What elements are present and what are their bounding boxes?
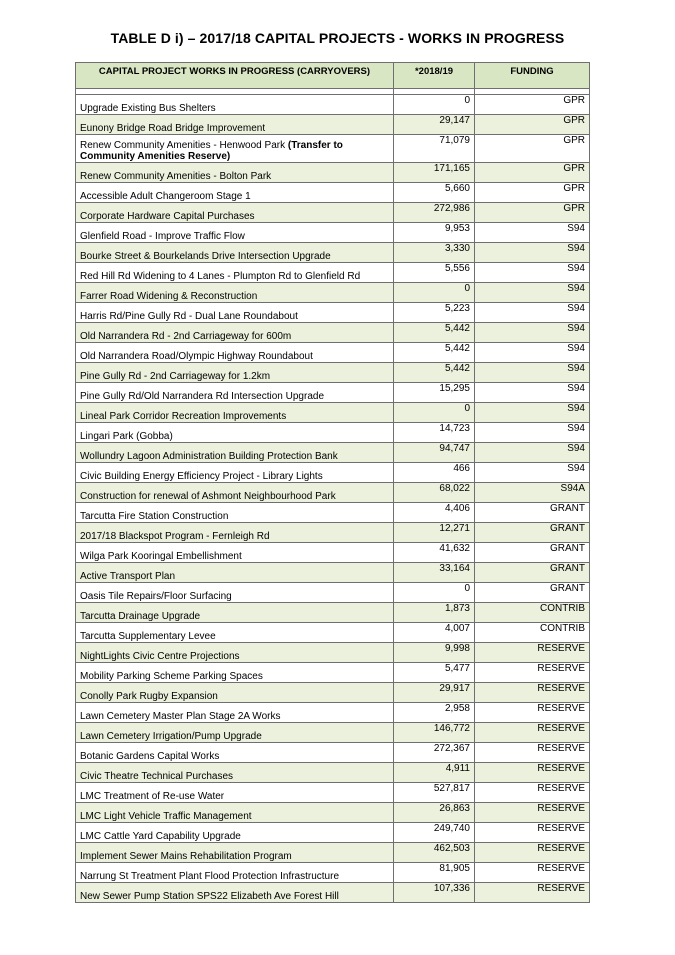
project-name-cell xyxy=(76,603,394,623)
project-name: NightLights Civic Centre Projections xyxy=(80,651,240,662)
amount-cell: 249,740 xyxy=(394,823,475,843)
amount-cell: 5,442 xyxy=(394,363,475,383)
capital-projects-table xyxy=(75,62,590,903)
amount-cell: 272,986 xyxy=(394,203,475,223)
table-row xyxy=(76,423,590,443)
amount-cell: 14,723 xyxy=(394,423,475,443)
table-row xyxy=(76,135,590,163)
amount-cell: 29,917 xyxy=(394,683,475,703)
header-funding: FUNDING xyxy=(475,63,590,89)
project-name: Lawn Cemetery Irrigation/Pump Upgrade xyxy=(80,731,262,742)
funding-cell: RESERVE xyxy=(475,883,590,903)
project-name-note: (Transfer to Community Amenities Reserve) xyxy=(80,140,343,162)
funding-cell: GPR xyxy=(475,115,590,135)
amount-cell: 0 xyxy=(394,583,475,603)
funding-cell: GPR xyxy=(475,95,590,115)
project-name-cell xyxy=(76,823,394,843)
amount-cell: 0 xyxy=(394,283,475,303)
amount-cell: 146,772 xyxy=(394,723,475,743)
funding-cell: S94A xyxy=(475,483,590,503)
table-row xyxy=(76,95,590,115)
table-row xyxy=(76,643,590,663)
project-name: Tarcutta Drainage Upgrade xyxy=(80,611,201,622)
amount-cell: 9,953 xyxy=(394,223,475,243)
project-name-cell xyxy=(76,563,394,583)
amount-cell: 33,164 xyxy=(394,563,475,583)
project-name: Old Narrandera Road/Olympic Highway Roundabout xyxy=(80,351,313,362)
funding-cell: RESERVE xyxy=(475,823,590,843)
funding-cell: GPR xyxy=(475,183,590,203)
table-row xyxy=(76,163,590,183)
amount-cell: 462,503 xyxy=(394,843,475,863)
amount-cell: 5,477 xyxy=(394,663,475,683)
project-name: Construction for renewal of Ashmont Neighbourhood Park xyxy=(80,491,336,502)
project-name: LMC Cattle Yard Capability Upgrade xyxy=(80,831,241,842)
project-name: 2017/18 Blackspot Program - Fernleigh Rd xyxy=(80,531,270,542)
table-row xyxy=(76,763,590,783)
project-name: Lineal Park Corridor Recreation Improvements xyxy=(80,411,287,422)
project-name: Renew Community Amenities - Henwood Park xyxy=(80,140,288,151)
table-row xyxy=(76,443,590,463)
amount-cell: 5,442 xyxy=(394,343,475,363)
table-row xyxy=(76,783,590,803)
amount-cell: 4,911 xyxy=(394,763,475,783)
amount-cell: 4,007 xyxy=(394,623,475,643)
funding-cell: S94 xyxy=(475,323,590,343)
funding-cell: S94 xyxy=(475,403,590,423)
amount-cell: 94,747 xyxy=(394,443,475,463)
amount-cell: 5,223 xyxy=(394,303,475,323)
project-name-cell xyxy=(76,423,394,443)
funding-cell: S94 xyxy=(475,383,590,403)
project-name: Farrer Road Widening & Reconstruction xyxy=(80,291,258,302)
project-name: Eunony Bridge Road Bridge Improvement xyxy=(80,123,266,134)
project-name: Pine Gully Rd/Old Narrandera Rd Intersection Upgrade xyxy=(80,391,325,402)
funding-cell: S94 xyxy=(475,343,590,363)
amount-cell: 41,632 xyxy=(394,543,475,563)
funding-cell: RESERVE xyxy=(475,743,590,763)
project-name: Tarcutta Fire Station Construction xyxy=(80,511,229,522)
project-name-cell xyxy=(76,323,394,343)
table-row xyxy=(76,243,590,263)
project-name: Glenfield Road - Improve Traffic Flow xyxy=(80,231,245,242)
table-row xyxy=(76,503,590,523)
table-row xyxy=(76,543,590,563)
project-name-cell xyxy=(76,183,394,203)
amount-cell: 2,958 xyxy=(394,703,475,723)
project-name: LMC Light Vehicle Traffic Management xyxy=(80,811,252,822)
project-name-cell xyxy=(76,383,394,403)
project-name: Renew Community Amenities - Bolton Park xyxy=(80,171,272,182)
table-row xyxy=(76,363,590,383)
project-name: LMC Treatment of Re-use Water xyxy=(80,791,225,802)
project-name-cell xyxy=(76,163,394,183)
funding-cell: S94 xyxy=(475,363,590,383)
project-name: Active Transport Plan xyxy=(80,571,176,582)
project-name: Old Narrandera Rd - 2nd Carriageway for 600m xyxy=(80,331,292,342)
project-name-cell xyxy=(76,783,394,803)
funding-cell: RESERVE xyxy=(475,803,590,823)
project-name-cell xyxy=(76,443,394,463)
table-row xyxy=(76,483,590,503)
project-name-cell xyxy=(76,223,394,243)
funding-cell: GPR xyxy=(475,163,590,183)
project-name-cell xyxy=(76,683,394,703)
project-name: Implement Sewer Mains Rehabilitation Program xyxy=(80,851,292,862)
page-title: TABLE D i) – 2017/18 CAPITAL PROJECTS - WORKS IN PROGRESS xyxy=(110,30,565,46)
amount-cell: 9,998 xyxy=(394,643,475,663)
amount-cell: 0 xyxy=(394,95,475,115)
project-name: Lawn Cemetery Master Plan Stage 2A Works xyxy=(80,711,281,722)
amount-cell: 5,660 xyxy=(394,183,475,203)
table-row xyxy=(76,403,590,423)
project-name-cell xyxy=(76,643,394,663)
project-name-cell xyxy=(76,95,394,115)
funding-cell: GRANT xyxy=(475,543,590,563)
project-name-cell xyxy=(76,663,394,683)
table-row xyxy=(76,663,590,683)
funding-cell: S94 xyxy=(475,223,590,243)
project-name-cell xyxy=(76,403,394,423)
funding-cell: RESERVE xyxy=(475,683,590,703)
project-name-cell xyxy=(76,543,394,563)
table-row xyxy=(76,303,590,323)
project-name: Oasis Tile Repairs/Floor Surfacing xyxy=(80,591,232,602)
funding-cell: GRANT xyxy=(475,563,590,583)
project-name: Mobility Parking Scheme Parking Spaces xyxy=(80,671,263,682)
table-row xyxy=(76,843,590,863)
project-name-cell xyxy=(76,503,394,523)
funding-cell: S94 xyxy=(475,283,590,303)
project-name-cell xyxy=(76,243,394,263)
funding-cell: GRANT xyxy=(475,523,590,543)
project-name-cell xyxy=(76,623,394,643)
amount-cell: 527,817 xyxy=(394,783,475,803)
project-name: Botanic Gardens Capital Works xyxy=(80,751,220,762)
table-row xyxy=(76,283,590,303)
funding-cell: RESERVE xyxy=(475,783,590,803)
funding-cell: S94 xyxy=(475,443,590,463)
funding-cell: RESERVE xyxy=(475,723,590,743)
project-name-cell xyxy=(76,703,394,723)
funding-cell: RESERVE xyxy=(475,843,590,863)
amount-cell: 3,330 xyxy=(394,243,475,263)
amount-cell: 5,442 xyxy=(394,323,475,343)
project-name: Narrung St Treatment Plant Flood Protection Infrastructure xyxy=(80,871,340,882)
funding-cell: GPR xyxy=(475,203,590,223)
funding-cell: RESERVE xyxy=(475,703,590,723)
funding-cell: CONTRIB xyxy=(475,603,590,623)
amount-cell: 12,271 xyxy=(394,523,475,543)
funding-cell: S94 xyxy=(475,243,590,263)
header-project: CAPITAL PROJECT WORKS IN PROGRESS (CARRYOVERS) xyxy=(76,63,394,89)
funding-cell: S94 xyxy=(475,303,590,323)
amount-cell: 107,336 xyxy=(394,883,475,903)
project-name-cell xyxy=(76,463,394,483)
table-row xyxy=(76,863,590,883)
amount-cell: 4,406 xyxy=(394,503,475,523)
amount-cell: 15,295 xyxy=(394,383,475,403)
project-name: New Sewer Pump Station SPS22 Elizabeth Ave Forest Hill xyxy=(80,891,339,902)
amount-cell: 272,367 xyxy=(394,743,475,763)
amount-cell: 81,905 xyxy=(394,863,475,883)
project-name: Civic Building Energy Efficiency Project - Library Lights xyxy=(80,471,323,482)
project-name: Lingari Park (Gobba) xyxy=(80,431,173,442)
funding-cell: S94 xyxy=(475,423,590,443)
project-name: Tarcutta Supplementary Levee xyxy=(80,631,216,642)
project-name-cell xyxy=(76,303,394,323)
table-row xyxy=(76,683,590,703)
funding-cell: RESERVE xyxy=(475,643,590,663)
table-body xyxy=(76,89,590,903)
project-name: Corporate Hardware Capital Purchases xyxy=(80,211,255,222)
table-row xyxy=(76,343,590,363)
project-name-cell xyxy=(76,523,394,543)
table-row xyxy=(76,115,590,135)
project-name-cell xyxy=(76,743,394,763)
funding-cell: S94 xyxy=(475,263,590,283)
project-name: Red Hill Rd Widening to 4 Lanes - Plumpton Rd to Glenfield Rd xyxy=(80,271,361,282)
amount-cell: 466 xyxy=(394,463,475,483)
amount-cell: 68,022 xyxy=(394,483,475,503)
project-name-cell xyxy=(76,763,394,783)
project-name-cell xyxy=(76,863,394,883)
project-name: Harris Rd/Pine Gully Rd - Dual Lane Roundabout xyxy=(80,311,298,322)
project-name-cell xyxy=(76,723,394,743)
project-name: Bourke Street & Bourkelands Drive Intersection Upgrade xyxy=(80,251,331,262)
table-row xyxy=(76,743,590,763)
amount-cell: 26,863 xyxy=(394,803,475,823)
project-name: Civic Theatre Technical Purchases xyxy=(80,771,234,782)
table-row xyxy=(76,183,590,203)
table-header-row xyxy=(76,63,590,89)
project-name-cell xyxy=(76,343,394,363)
funding-cell: GRANT xyxy=(475,583,590,603)
project-name: Accessible Adult Changeroom Stage 1 xyxy=(80,191,251,202)
project-name-cell xyxy=(76,283,394,303)
project-name: Upgrade Existing Bus Shelters xyxy=(80,103,216,114)
project-name-cell xyxy=(76,803,394,823)
project-name-cell xyxy=(76,115,394,135)
table-row xyxy=(76,583,590,603)
table-row xyxy=(76,223,590,243)
project-name: Pine Gully Rd - 2nd Carriageway for 1.2km xyxy=(80,371,271,382)
table-row xyxy=(76,383,590,403)
table-row xyxy=(76,463,590,483)
funding-cell: RESERVE xyxy=(475,863,590,883)
table-row xyxy=(76,883,590,903)
funding-cell: GPR xyxy=(475,135,590,163)
table-row xyxy=(76,523,590,543)
project-name-cell xyxy=(76,203,394,223)
project-name-cell xyxy=(76,483,394,503)
table-row xyxy=(76,723,590,743)
funding-cell: RESERVE xyxy=(475,663,590,683)
project-name-cell xyxy=(76,263,394,283)
funding-cell: S94 xyxy=(475,463,590,483)
table-row xyxy=(76,323,590,343)
project-name-cell xyxy=(76,843,394,863)
table-row xyxy=(76,203,590,223)
amount-cell: 0 xyxy=(394,403,475,423)
table-row xyxy=(76,823,590,843)
project-name-cell xyxy=(76,583,394,603)
table-row xyxy=(76,703,590,723)
amount-cell: 1,873 xyxy=(394,603,475,623)
amount-cell: 171,165 xyxy=(394,163,475,183)
project-name: Conolly Park Rugby Expansion xyxy=(80,691,218,702)
table-row xyxy=(76,603,590,623)
funding-cell: RESERVE xyxy=(475,763,590,783)
project-name: Wollundry Lagoon Administration Building Protection Bank xyxy=(80,451,338,462)
table-row xyxy=(76,623,590,643)
table-row xyxy=(76,803,590,823)
project-name-cell xyxy=(76,135,394,163)
project-name-cell xyxy=(76,883,394,903)
header-year: *2018/19 xyxy=(394,63,475,89)
table-row xyxy=(76,263,590,283)
amount-cell: 71,079 xyxy=(394,135,475,163)
funding-cell: GRANT xyxy=(475,503,590,523)
table-row xyxy=(76,563,590,583)
amount-cell: 29,147 xyxy=(394,115,475,135)
project-name: Wilga Park Kooringal Embellishment xyxy=(80,551,242,562)
project-name-cell xyxy=(76,363,394,383)
funding-cell: CONTRIB xyxy=(475,623,590,643)
amount-cell: 5,556 xyxy=(394,263,475,283)
